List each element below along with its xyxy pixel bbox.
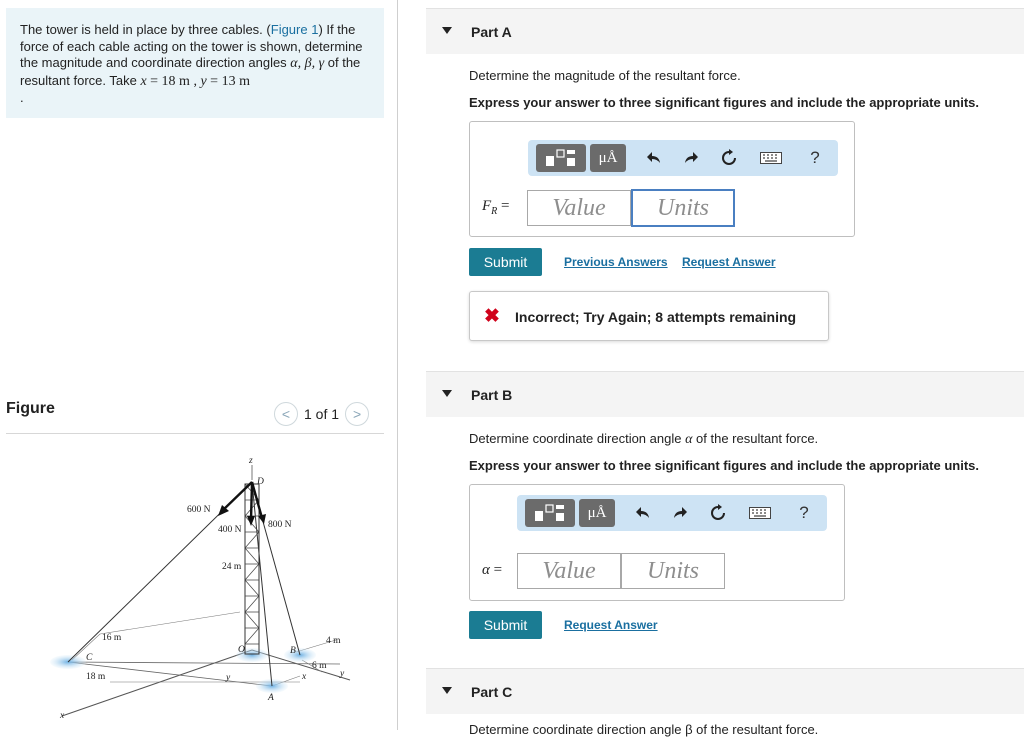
part-b-question-sym: α [685, 432, 693, 447]
part-a-answer-box [469, 121, 855, 237]
figure-link[interactable]: Figure 1 [270, 22, 319, 37]
chevron-left-icon: < [281, 406, 291, 422]
part-c-title: Part C [471, 684, 513, 700]
problem-dot: . [20, 90, 24, 105]
undo-icon[interactable] [632, 501, 654, 525]
part-c-question: Determine coordinate direction angle β of the resultant force. [469, 722, 819, 737]
part-a-units-input[interactable]: Units [631, 189, 735, 227]
force-arrow-400-head [247, 516, 255, 526]
part-b-question [469, 431, 818, 448]
part-b-header[interactable] [426, 371, 1024, 417]
collapse-triangle-icon [442, 27, 452, 34]
part-b-instruction: Express your answer to three significant figures and include the appropriate units. [469, 458, 979, 473]
part-b-request-answer-link[interactable]: Request Answer [564, 618, 658, 632]
collapse-triangle-icon [442, 687, 452, 694]
reset-icon[interactable] [707, 501, 729, 525]
tower-figure [40, 450, 360, 726]
force-arrow-600 [222, 482, 252, 511]
keyboard-icon[interactable] [747, 501, 773, 525]
part-b-field-label [482, 562, 502, 579]
problem-statement [6, 8, 384, 118]
problem-angles: α, β, γ [290, 56, 325, 71]
previous-answers-link[interactable]: Previous Answers [564, 255, 668, 269]
part-a-field-label [482, 198, 510, 217]
label-16m: 16 m [102, 633, 122, 643]
redo-icon[interactable] [669, 501, 691, 525]
undo-icon[interactable] [643, 146, 665, 170]
redo-icon[interactable] [680, 146, 702, 170]
label-b: B [290, 646, 296, 656]
problem-x-value: = 18 m , [146, 73, 201, 89]
label-600n: 600 N [187, 505, 211, 515]
units-mu-icon[interactable]: μÅ [590, 144, 626, 172]
collapse-triangle-icon [442, 390, 452, 397]
part-b-toolbar [517, 495, 827, 531]
problem-text-1: The tower is held in place by three cables. ( [20, 22, 271, 37]
part-a-request-answer-link[interactable]: Request Answer [682, 255, 776, 269]
part-b-submit-button[interactable]: Submit [469, 611, 542, 639]
part-a-question: Determine the magnitude of the resultant force. [469, 68, 741, 83]
label-y-dim: y [226, 673, 231, 683]
label-z: z [249, 456, 253, 466]
label-c: C [86, 653, 93, 663]
problem-text-3: of the resultant force. Take [20, 55, 361, 88]
part-b-field-eq: = [489, 562, 503, 578]
part-a-header[interactable] [426, 8, 1024, 54]
incorrect-x-icon: ✖ [484, 306, 500, 327]
dim-16m-line [100, 612, 240, 634]
part-a-submit-button[interactable]: Submit [469, 248, 542, 276]
reset-icon[interactable] [718, 146, 740, 170]
keyboard-icon[interactable] [758, 146, 784, 170]
part-b-value-input[interactable]: Value [517, 553, 621, 589]
problem-x-var: x [140, 73, 147, 89]
part-a-value-input[interactable]: Value [527, 190, 631, 226]
part-b-field-var: α [482, 562, 490, 578]
part-a-toolbar [528, 140, 838, 176]
part-a-feedback [469, 291, 829, 341]
label-18m: 18 m [86, 672, 106, 682]
label-o: O [238, 645, 245, 655]
figure-pager [274, 402, 369, 426]
figure-next-button[interactable] [345, 402, 369, 426]
units-mu-icon[interactable]: μÅ [579, 499, 615, 527]
part-a-title: Part A [471, 24, 512, 40]
label-24m: 24 m [222, 562, 242, 572]
part-a-field-var: F [482, 198, 492, 214]
part-b-question-post: of the resultant force. [692, 431, 819, 446]
part-b-answer-box [469, 484, 845, 601]
templates-icon[interactable] [525, 499, 575, 527]
label-6m: 6 m [312, 661, 327, 671]
label-400n: 400 N [218, 525, 242, 535]
force-arrow-400 [251, 482, 252, 520]
figure-title: Figure [6, 400, 55, 417]
figure-prev-button[interactable] [274, 402, 298, 426]
part-b-question-pre: Determine coordinate direction angle [469, 431, 686, 446]
label-800n: 800 N [268, 520, 292, 530]
label-x-dim: x [302, 672, 307, 682]
problem-text-2: ) If the force of each cable acting on the tower is shown, determine the magnitude and coordinate direction angles [20, 22, 363, 70]
part-a-field-eq: = [497, 198, 510, 214]
part-a-field-sub: R [491, 206, 498, 217]
label-4m: 4 m [326, 636, 341, 646]
part-b-units-input[interactable]: Units [621, 553, 725, 589]
part-c-header[interactable] [426, 668, 1024, 714]
templates-icon[interactable] [536, 144, 586, 172]
figure-page-indicator: 1 of 1 [304, 406, 340, 422]
problem-y-var: y [200, 73, 207, 89]
ground-line-cx [68, 662, 340, 664]
part-a-instruction: Express your answer to three significant figures and include the appropriate units. [469, 95, 979, 110]
help-icon[interactable]: ? [799, 503, 809, 522]
label-x-axis: x [60, 711, 65, 721]
part-b-title: Part B [471, 387, 513, 403]
part-a-feedback-text: Incorrect; Try Again; 8 attempts remaining [515, 309, 797, 325]
chevron-right-icon: > [352, 406, 362, 422]
label-y-axis: y [340, 669, 345, 679]
panel-divider [397, 0, 398, 730]
problem-y-value: = 13 m [206, 73, 250, 89]
help-icon[interactable]: ? [810, 148, 820, 167]
label-d: D [257, 477, 264, 487]
label-a: A [268, 693, 274, 703]
figure-divider [6, 433, 384, 434]
